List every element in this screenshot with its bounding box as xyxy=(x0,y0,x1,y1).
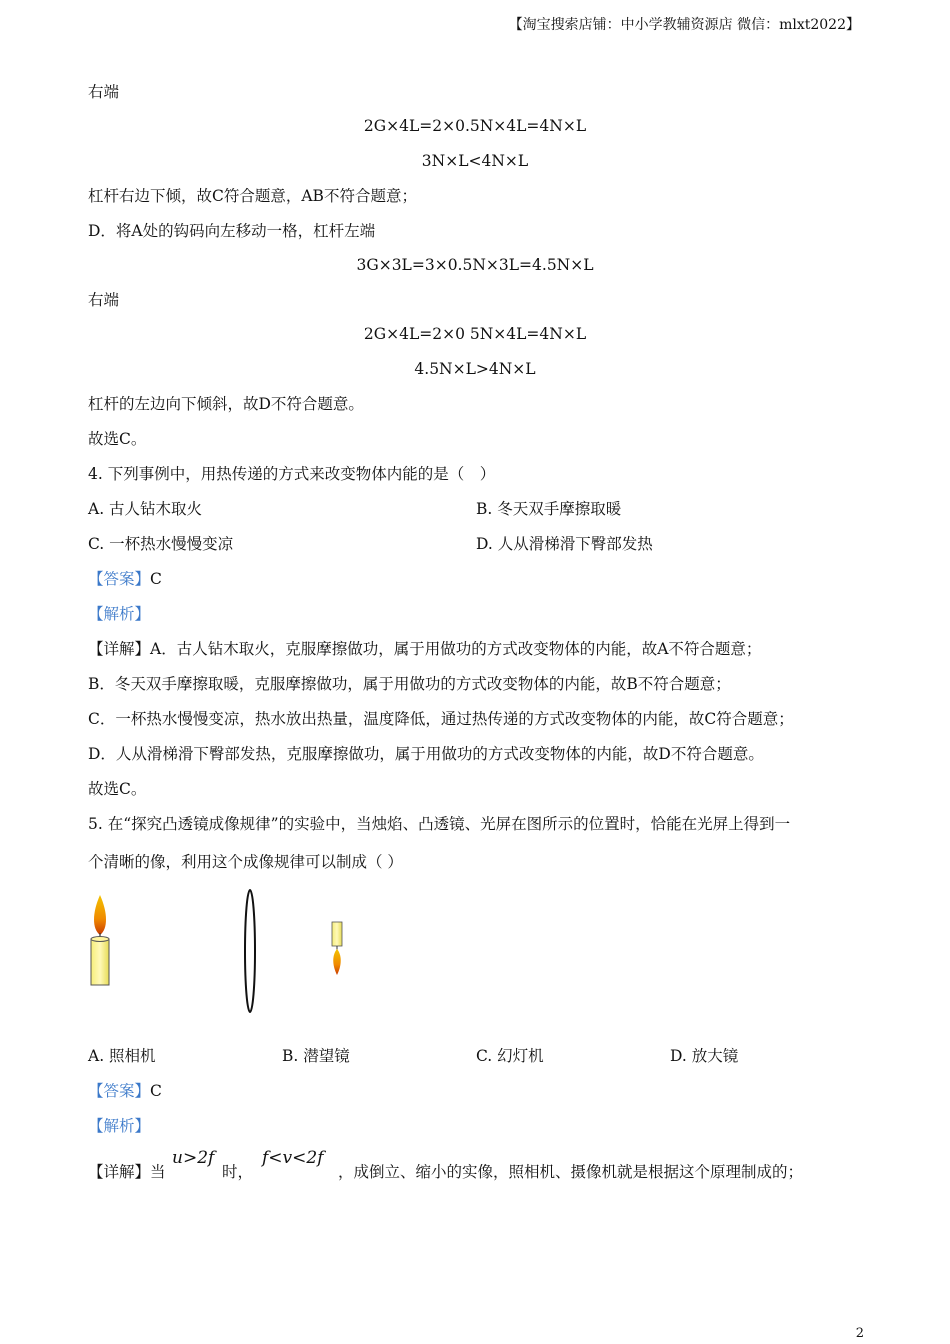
q5-option-a: A. 照相机 xyxy=(88,1047,156,1065)
question-4-stem: 4. 下列事例中，用热传递的方式来改变物体内能的是（ ） xyxy=(88,465,496,483)
candle-icon xyxy=(91,895,109,985)
equation: 3N×L<4N×L xyxy=(421,152,529,170)
text-line: 右端 xyxy=(88,83,120,101)
detail-tag: 【详解】 xyxy=(88,640,151,658)
q4-option-a: A. 古人钻木取火 xyxy=(88,500,203,518)
q5-analysis-tag: 【解析】 xyxy=(88,1117,151,1135)
question-5-stem: 个清晰的像，利用这个成像规律可以制成（ ） xyxy=(88,853,403,871)
equation: 2G×4L=2×0 5N×4L=4N×L xyxy=(363,325,587,343)
lens-experiment-figure xyxy=(80,885,380,1020)
text-line: 杠杆的左边向下倾斜，故D不符合题意。 xyxy=(88,395,364,413)
answer-value: C xyxy=(150,570,162,588)
equation: 2G×4L=2×0.5N×4L=4N×L xyxy=(363,117,587,135)
q4-detail-line: 故选C。 xyxy=(88,780,147,798)
page-number: 2 xyxy=(855,1326,864,1341)
equation: 4.5N×L>4N×L xyxy=(414,360,536,378)
condition-v: f<v<2f xyxy=(262,1148,324,1168)
detail-text: 当 xyxy=(150,1163,166,1181)
question-5-stem: 5. 在“探究凸透镜成像规律”的实验中，当烛焰、凸透镜、光屏在图所示的位置时，恰能在光屏上得到一 xyxy=(88,815,791,833)
text-line: 右端 xyxy=(88,291,120,309)
inverted-image-icon xyxy=(332,922,342,975)
q5-answer xyxy=(88,1081,162,1101)
q5-option-d: D. 放大镜 xyxy=(670,1047,739,1065)
q4-detail-line: C．一杯热水慢慢变凉，热水放出热量，温度降低，通过热传递的方式改变物体的内能，故C符合题意； xyxy=(88,710,794,728)
q4-option-c: C. 一杯热水慢慢变凉 xyxy=(88,535,234,553)
equation: 3G×3L=3×0.5N×3L=4.5N×L xyxy=(356,256,594,274)
text-line: 故选C。 xyxy=(88,430,147,448)
text-line: 杠杆右边下倾，故C符合题意，AB不符合题意； xyxy=(88,187,417,205)
text-line: D．将A处的钩码向左移动一格，杠杆左端 xyxy=(88,222,376,240)
q5-detail-line xyxy=(88,1162,166,1182)
convex-lens-icon xyxy=(245,890,255,1012)
q4-detail-line: D．人从滑梯滑下臀部发热，克服摩擦做功，属于用做功的方式改变物体的内能，故D不符合题意。 xyxy=(88,745,764,763)
detail-text: ，成倒立、缩小的实像，照相机、摄像机就是根据这个原理制成的； xyxy=(338,1163,804,1181)
q4-analysis-tag: 【解析】 xyxy=(88,605,151,623)
q4-option-d: D. 人从滑梯滑下臀部发热 xyxy=(476,535,653,553)
q4-answer xyxy=(88,569,162,589)
detail-text: A．古人钻木取火，克服摩擦做功，属于用做功的方式改变物体的内能，故A不符合题意； xyxy=(150,640,762,658)
q4-option-b: B. 冬天双手摩擦取暖 xyxy=(476,500,622,518)
condition-u: u>2f xyxy=(172,1148,215,1168)
page-header: 【淘宝搜索店铺：中小学教辅资源店 微信：mlxt2022】 xyxy=(508,17,860,33)
answer-tag: 【答案】 xyxy=(88,1082,151,1100)
q4-detail-line: B．冬天双手摩擦取暖，克服摩擦做功，属于用做功的方式改变物体的内能，故B不符合题意； xyxy=(88,675,731,693)
q4-detail-line xyxy=(88,639,761,659)
q5-option-c: C. 幻灯机 xyxy=(476,1047,544,1065)
detail-text: 时， xyxy=(222,1163,254,1181)
answer-tag: 【答案】 xyxy=(88,570,151,588)
q5-option-b: B. 潜望镜 xyxy=(282,1047,350,1065)
answer-value: C xyxy=(150,1082,162,1100)
detail-tag: 【详解】 xyxy=(88,1163,151,1181)
